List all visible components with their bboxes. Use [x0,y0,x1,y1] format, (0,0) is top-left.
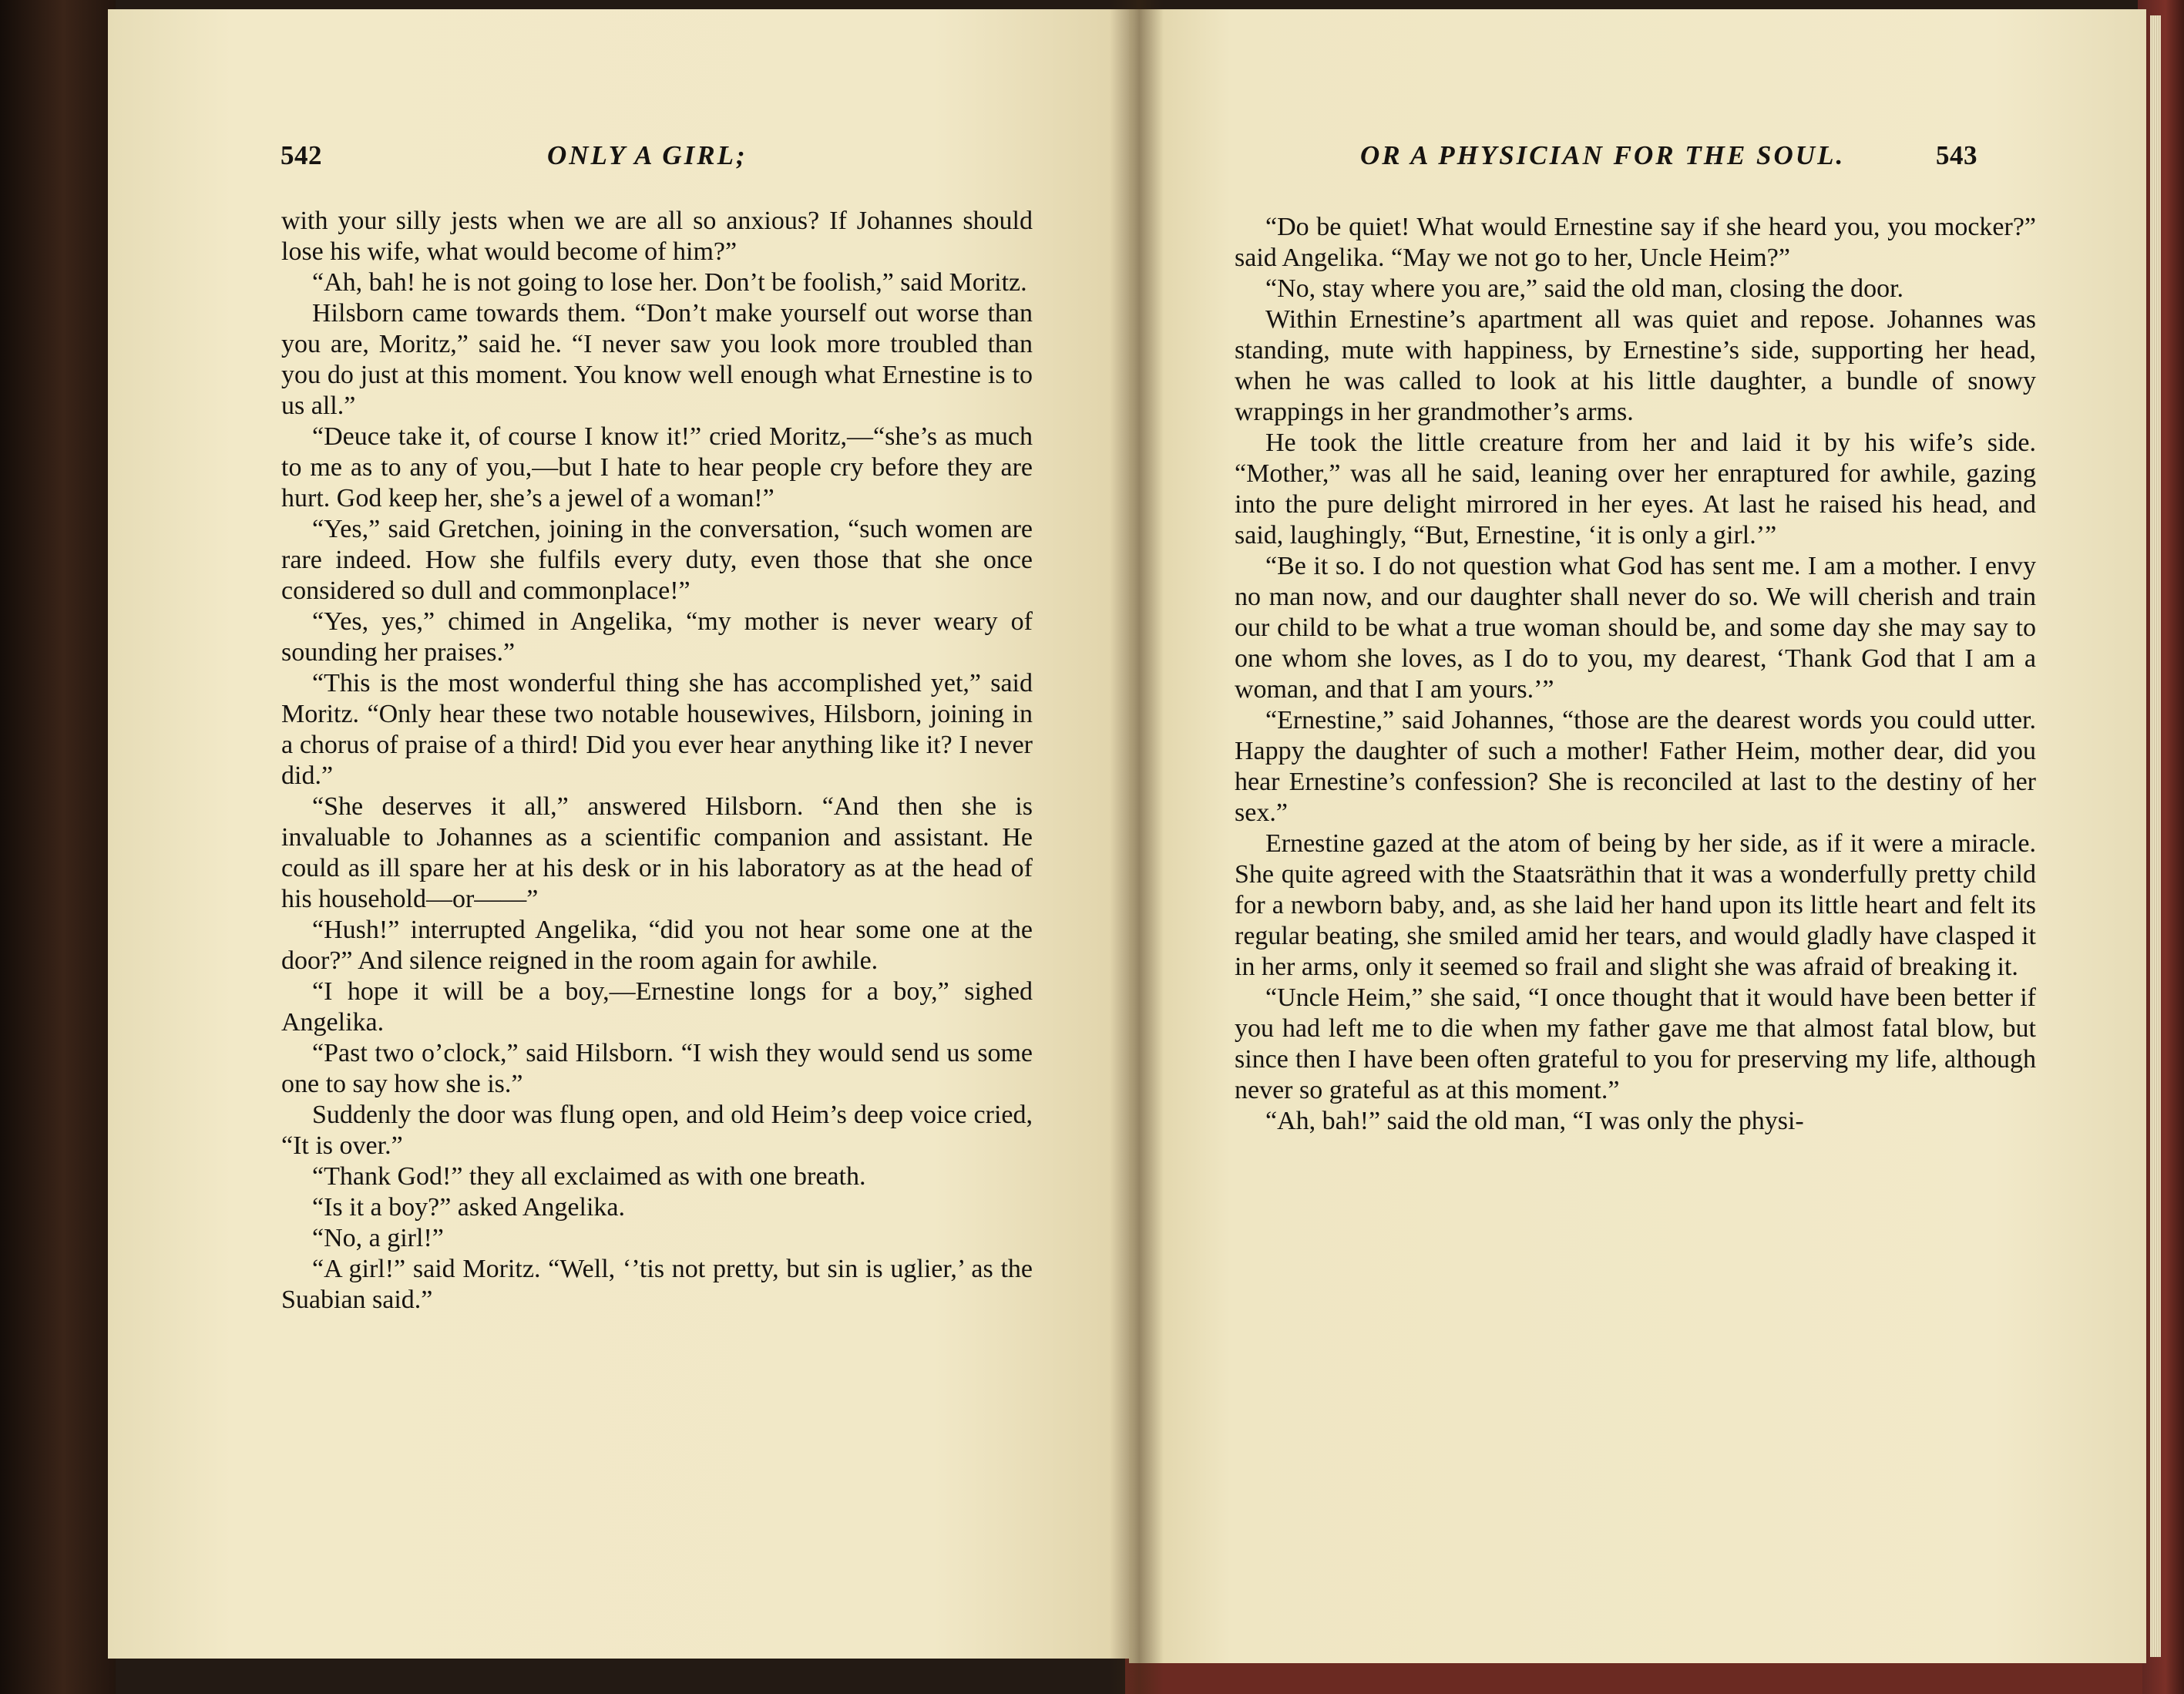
paragraph: with your silly jests when we are all so anxious? If Johannes should lose his wife, what would become of him?” [281,207,1033,266]
paragraph: “A girl!” said Moritz. “Well, ‘’tis not pretty, but sin is uglier,’ as the Suabian said.” [281,1255,1033,1314]
paragraph: “She deserves it all,” answered Hilsborn. “And then she is invaluable to Johannes as a scientific companion and assistant. He could as ill spare her at his desk or in his laboratory as at the head of his household—or——” [281,792,1033,913]
paragraph: “Ah, bah!” said the old man, “I was only the physi- [1265,1107,1804,1135]
paragraph: “No, a girl!” [312,1224,444,1252]
paragraph: “I hope it will be a boy,—Ernestine longs for a boy,” sighed Angelika. [281,977,1033,1037]
paragraph: “No, stay where you are,” said the old man, closing the door. [1265,274,1904,303]
paragraph: “Uncle Heim,” she said, “I once thought that it would have been better if you had left me to die when my father gave me that almost fatal blow, but since then I have been often grateful to you for preserving my life, although never so grateful as at this moment.” [1235,983,2036,1104]
paragraph: “This is the most wonderful thing she has accomplished yet,” said Moritz. “Only hear these two notable housewives, Hilsborn, joining in a chorus of praise of a third! Did you ever hear anything like it? I never did.” [281,669,1033,790]
paragraph: “Ernestine,” said Johannes, “those are the dearest words you could utter. Happy the daughter of such a mother! Father Heim, mother dear, did you hear Ernestine’s confession? She is reconciled at last to the destiny of her sex.” [1235,706,2036,827]
paragraph: “Deuce take it, of course I know it!” cried Moritz,—“she’s as much to me as to any of you,—but I hate to hear people cry before they are hurt. God keep her, she’s a jewel of a woman!” [281,422,1033,513]
right-page-number: 543 [1936,140,1977,170]
right-running-title: OR A PHYSICIAN FOR THE SOUL. [1360,140,1846,170]
paragraph: “Do be quiet! What would Ernestine say if she heard you, you mocker?” said Angelika. “May we not go to her, Uncle Heim?” [1235,213,2036,272]
paragraph: “Be it so. I do not question what God has sent me. I am a mother. I envy no man now, and our daughter shall never do so. We will cherish and train our child to be what a true woman should be, and some day she may say to one whom she loves, as I do to you, my dearest, ‘Thank God that I am a woman, and that I am yours.’” [1235,552,2036,704]
page-edges [2150,15,2161,1657]
left-text-block [281,206,1033,1316]
paragraph: “Yes,” said Gretchen, joining in the conversation, “such women are rare indeed. How she fulfils every duty, even those that she once considered so dull and commonplace!” [281,515,1033,605]
right-page [1129,9,2146,1663]
paragraph: “Thank God!” they all exclaimed as with one breath. [312,1162,866,1191]
left-running-title: ONLY A GIRL; [547,140,748,170]
left-page [108,9,1141,1659]
right-text-block [1235,212,2036,1137]
paragraph: “Ah, bah! he is not going to lose her. Don’t be foolish,” said Moritz. [312,268,1027,297]
paragraph: Ernestine gazed at the atom of being by her side, as if it were a miracle. She quite agreed with the Staatsräthin that it was a wonderfully pretty child for a newborn baby, and, as she laid her hand upon its little heart and felt its regular beating, she smiled amid her tears, and would gladly have clasped it in her arms, only it seemed so frail and slight she was afraid of breaking it. [1235,829,2036,981]
paragraph: “Is it a boy?” asked Angelika. [312,1193,625,1222]
paragraph: Within Ernestine’s apartment all was quiet and repose. Johannes was standing, mute with happiness, by Ernestine’s side, supporting her head, when he was called to look at his little daughter, a bundle of snowy wrappings in her grandmother’s arms. [1235,305,2036,426]
paragraph: “Hush!” interrupted Angelika, “did you not hear some one at the door?” And silence reigned in the room again for awhile. [281,916,1033,975]
paragraph: “Past two o’clock,” said Hilsborn. “I wish they would send us some one to say how she is.” [281,1039,1033,1098]
paragraph: He took the little creature from her and laid it by his wife’s side. “Mother,” was all he said, leaning over her enraptured for awhile, gazing into the pure delight mirrored in her eyes. At last he raised his head, and said, laughingly, “But, Ernestine, ‘it is only a girl.’” [1235,429,2036,550]
book-cover-left [0,0,116,1694]
paragraph: “Yes, yes,” chimed in Angelika, “my mother is never weary of sounding her praises.” [281,607,1033,667]
paragraph: Suddenly the door was flung open, and old Heim’s deep voice cried, “It is over.” [281,1101,1033,1160]
left-page-number: 542 [281,140,322,170]
paragraph: Hilsborn came towards them. “Don’t make yourself out worse than you are, Moritz,” said he. “I never saw you look more troubled than you do just at this moment. You know well enough what Ernestine is to us all.” [281,299,1033,420]
